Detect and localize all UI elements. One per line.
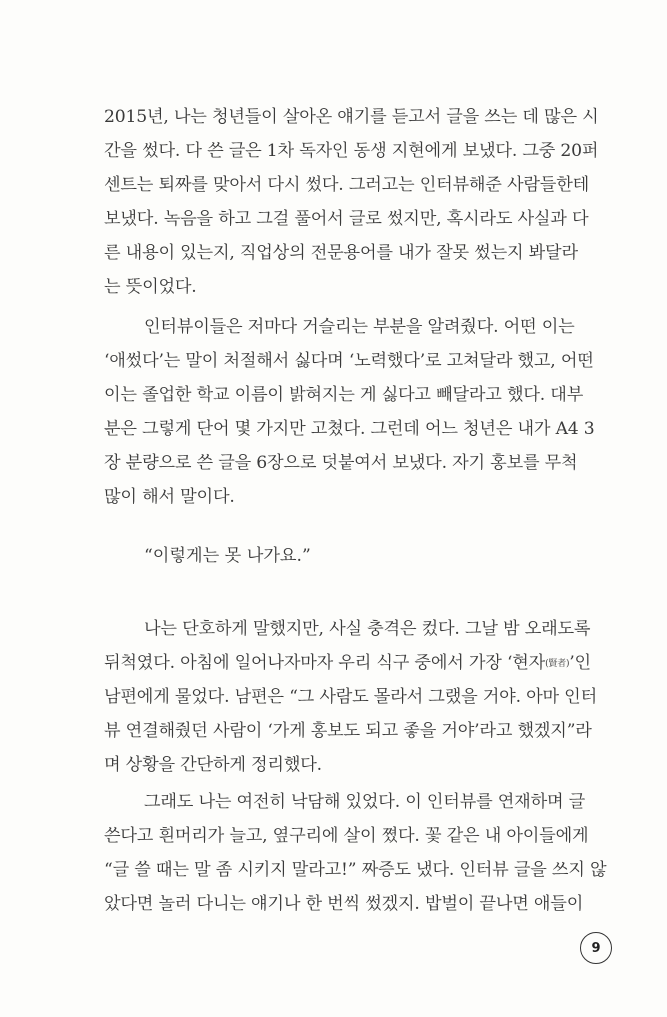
text-line: 며 상황을 간단하게 정리했다.: [104, 755, 322, 775]
text-line: 았다면 놀러 다니는 얘기나 한 번씩 썼겠지. 밥벌이 끝나면 애들이: [104, 894, 584, 914]
hanja-annotation: (賢者): [545, 659, 570, 669]
paragraph-4: [104, 785, 607, 921]
text-line: 른 내용이 있는지, 직업상의 전문용어를 내가 잘못 썼는지 봐달라: [104, 243, 578, 263]
page-number: 9: [580, 932, 612, 964]
text-line: 분은 그렇게 단어 몇 가지만 고쳤다. 그런데 어느 청년은 내가 A4 3: [104, 419, 595, 439]
text-line: “글 쓸 때는 말 좀 시키지 말라고!” 짜증도 냈다. 인터뷰 글을 쓰지 않: [104, 860, 607, 880]
text-line: 는 뜻이었다.: [104, 277, 197, 297]
text-line: 센트는 퇴짜를 맞아서 다시 썼다. 그러고는 인터뷰해준 사람들한테: [104, 175, 589, 195]
paragraph-3: [104, 612, 597, 782]
text-line: 뷰 연결해줬던 사람이 ‘가게 홍보도 되고 좋을 거야’라고 했겠지”라: [104, 721, 592, 741]
paragraph-2: [104, 310, 595, 514]
text-line: 남편에게 물었다. 남편은 “그 사람도 몰라서 그랬을 거야. 아마 인터: [104, 687, 597, 707]
text-segment: ’인: [569, 653, 591, 673]
paragraph-1: [104, 100, 599, 304]
text-line: 이는 졸업한 학교 이름이 밝혀지는 게 싫다고 빼달라고 했다. 대부: [104, 385, 584, 405]
text-line: 나는 단호하게 말했지만, 사실 충격은 컸다. 그날 밤 오래도록: [144, 619, 591, 639]
text-line: 장 분량으로 쓴 글을 6장으로 덧붙여서 보냈다. 자기 홍보를 무척: [104, 453, 578, 473]
text-line: 간을 썼다. 다 쓴 글은 1차 독자인 동생 지현에게 보냈다. 그중 20퍼: [104, 141, 599, 161]
text-line: 많이 해서 말이다.: [104, 487, 235, 507]
text-line: 쓴다고 흰머리가 늘고, 옆구리에 살이 쪘다. 꽃 같은 내 아이들에게: [104, 826, 589, 846]
text-line: 보냈다. 녹음을 하고 그걸 풀어서 글로 썼지만, 혹시라도 사실과 다: [104, 209, 589, 229]
text-line: 그래도 나는 여전히 낙담해 있었다. 이 인터뷰를 연재하며 글: [144, 792, 586, 812]
text-line: [104, 646, 591, 680]
dialogue-quote: “이렇게는 못 나가요.”: [144, 546, 311, 566]
text-segment: 뒤척였다. 아침에 일어나자마자 우리 식구 중에서 가장 ‘현자: [104, 653, 546, 673]
text-line: 인터뷰이들은 저마다 거슬리는 부분을 알려줬다. 어떤 이는: [144, 317, 575, 337]
text-line: ‘애썼다’는 말이 처절해서 싫다며 ‘노력했다’로 고쳐달라 했고, 어떤: [104, 351, 594, 371]
text-line: 2015년, 나는 청년들이 살아온 얘기를 듣고서 글을 쓰는 데 많은 시: [104, 107, 599, 127]
